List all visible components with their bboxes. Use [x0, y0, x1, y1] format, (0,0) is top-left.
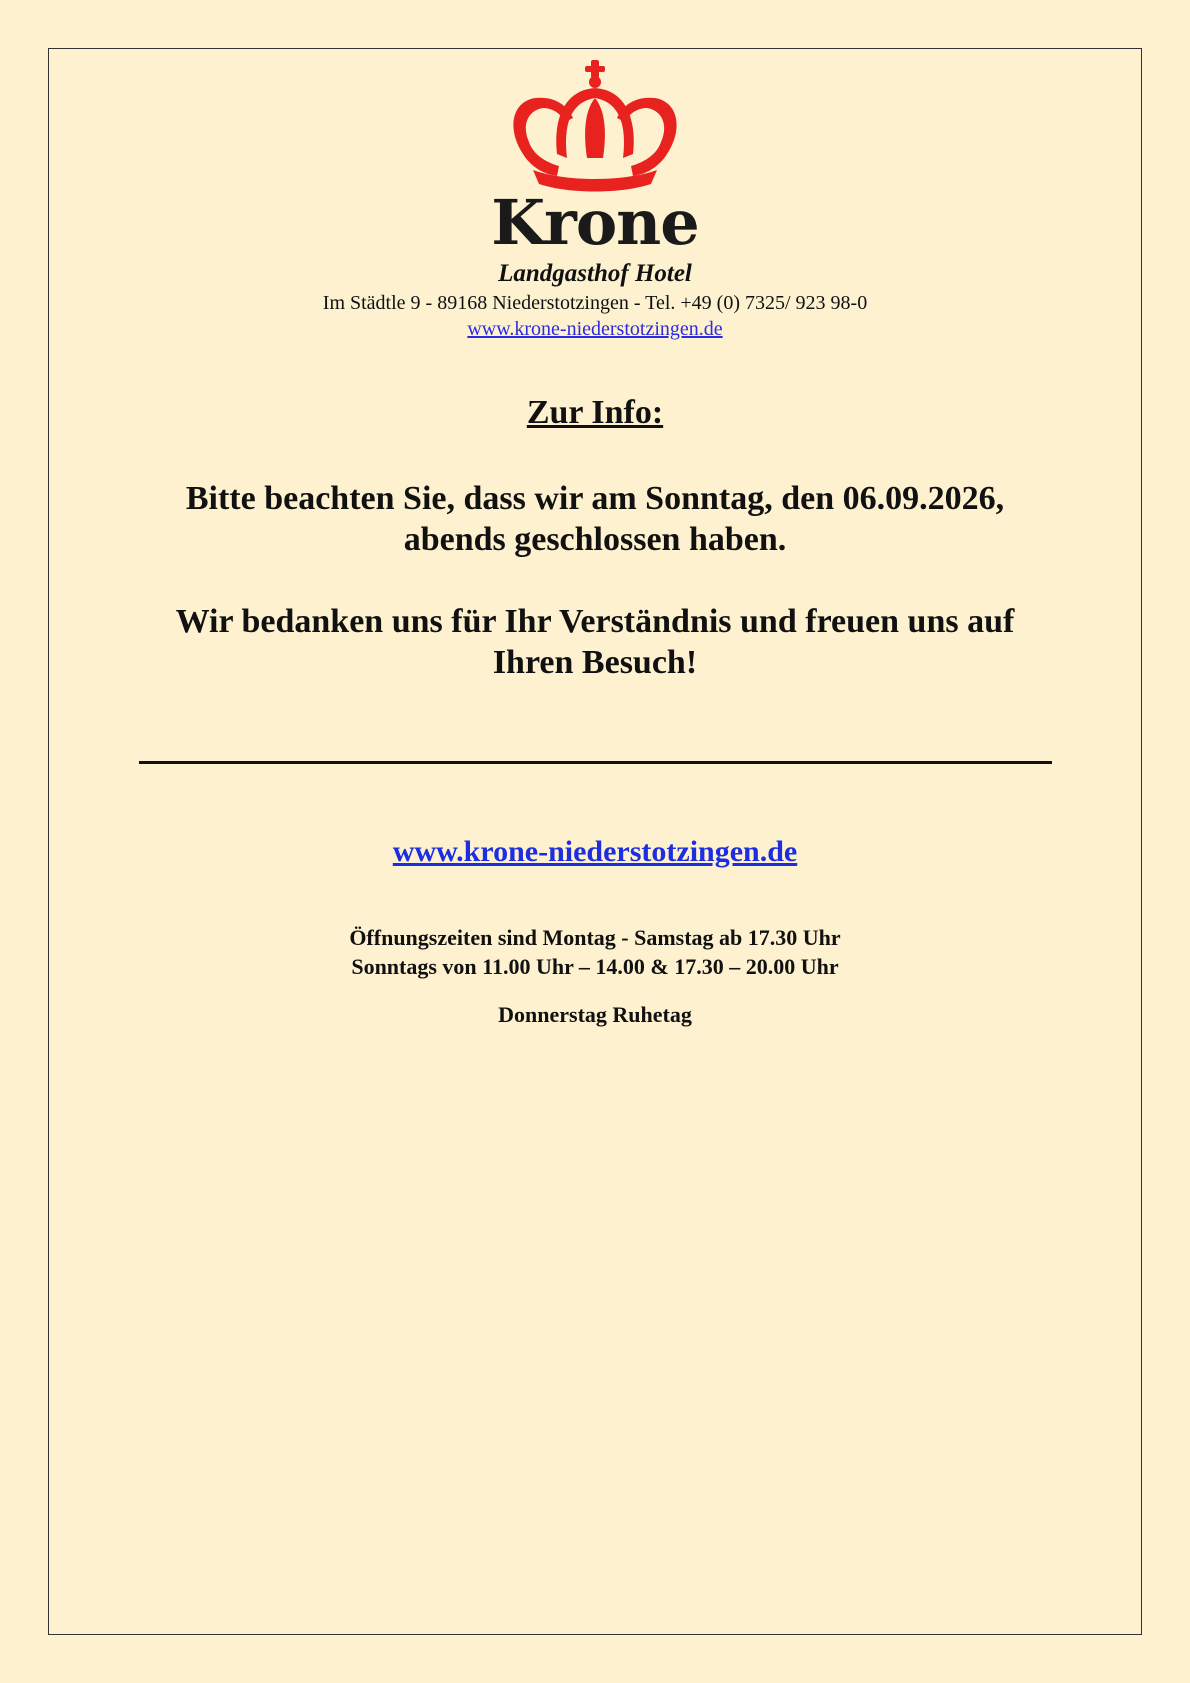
thank-you-message — [0, 601, 1190, 683]
opening-hours-sunday: Sonntags von 11.00 Uhr – 14.00 & 17.30 – 20.00 Uhr — [351, 954, 839, 979]
krone-logo — [491, 58, 699, 259]
divider-line — [139, 761, 1052, 764]
closure-notice-line-1: Bitte beachten Sie, dass wir am Sonntag, den 06.09.2026, — [185, 480, 1005, 517]
rest-day: Donnerstag Ruhetag — [498, 1002, 692, 1027]
thank-you-line-1: Wir bedanken uns für Ihr Verständnis und freuen uns auf — [175, 603, 1015, 640]
notice-heading: Zur Info: — [526, 394, 664, 431]
website-link-footer[interactable]: www.krone-niederstotzingen.de — [392, 835, 798, 868]
opening-hours-weekdays: Öffnungszeiten sind Montag - Samstag ab 17.30 Uhr — [349, 925, 841, 950]
closure-notice — [0, 478, 1190, 560]
hotel-subtitle: Landgasthof Hotel — [498, 260, 692, 287]
website-link-header[interactable]: www.krone-niederstotzingen.de — [467, 318, 723, 340]
hotel-address: Im Städtle 9 - 89168 Niederstotzingen - Tel. +49 (0) 7325/ 923 98-0 — [322, 292, 868, 314]
closure-notice-line-2: abends geschlossen haben. — [403, 521, 787, 558]
logo-wordmark: Krone — [491, 186, 699, 259]
crown-icon — [513, 60, 676, 192]
thank-you-line-2: Ihren Besuch! — [492, 644, 698, 681]
